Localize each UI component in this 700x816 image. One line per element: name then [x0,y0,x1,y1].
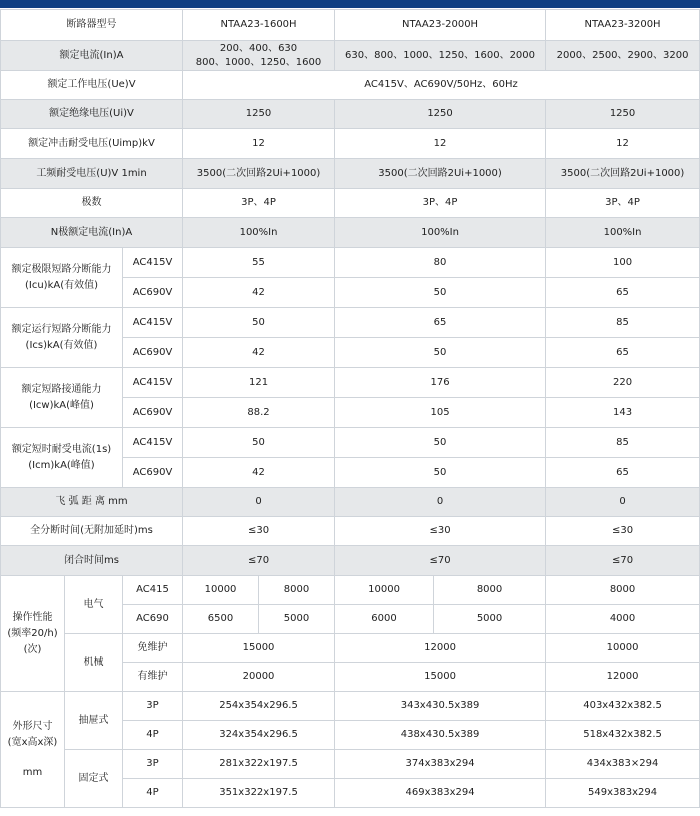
row-dim-d3 [1,692,700,721]
close-time-label: 闭合时间ms [1,546,183,576]
rated-current-3200: 2000、2500、2900、3200 [546,41,700,71]
uimp-2000: 12 [335,129,546,159]
operation-ac690-label: AC690 [123,605,183,634]
operation-label-line2: (频率20/h) [7,627,58,639]
poles-1600: 3P、4P [183,189,335,218]
dim-d3-3200: 403x432x382.5 [546,692,700,721]
row-n-current [1,218,700,248]
dim-d3-1600: 254x354x296.5 [183,692,335,721]
dim-d4-1600: 324x354x296.5 [183,721,335,750]
n-current-2000: 100%In [335,218,546,248]
operation-mechanical-label: 机械 [65,634,123,692]
ue-label: 额定工作电压(Ue)V [1,71,183,100]
row-icm-415 [1,428,700,458]
ui-label: 额定绝缘电压(Ui)V [1,100,183,129]
op-e415-2000-b: 8000 [434,576,546,605]
n-current-3200: 100%In [546,218,700,248]
icu-690-1600: 42 [183,278,335,308]
op-e690-2000-a: 6000 [335,605,434,634]
icu-415-3200: 100 [546,248,700,278]
dims-label-line1: 外形尺寸 [12,720,53,732]
icm-label-line1: 额定短时耐受电流(1s) [11,443,112,455]
row-dim-f3 [1,750,700,779]
ics-415-3200: 85 [546,308,700,338]
row-poles [1,189,700,218]
icm-690-3200: 65 [546,458,700,488]
dims-label [1,692,65,808]
row-ui [1,100,700,129]
n-current-1600: 100%In [183,218,335,248]
icu-415-1600: 55 [183,248,335,278]
icm-label [1,428,123,488]
row-rated-current [1,41,700,71]
ui-1600: 1250 [183,100,335,129]
ics-415-2000: 65 [335,308,546,338]
icw-label-line1: 额定短路接通能力 [21,383,102,395]
dim-f4-2000: 469x383x294 [335,779,546,808]
poles-label: 极数 [1,189,183,218]
u1min-label: 工频耐受电压(U)V 1min [1,159,183,189]
icm-690-2000: 50 [335,458,546,488]
icu-ac690-label: AC690V [123,278,183,308]
operation-label-line1: 操作性能 [12,611,53,623]
ics-690-1600: 42 [183,338,335,368]
close-time-3200: ≤70 [546,546,700,576]
dims-fixed-4p-label: 4P [123,779,183,808]
close-time-2000: ≤70 [335,546,546,576]
op-e415-1600-a: 10000 [183,576,259,605]
op-e690-1600-b: 5000 [259,605,335,634]
row-op-e415 [1,576,700,605]
dims-fixed-label: 固定式 [65,750,123,808]
u1min-2000: 3500(二次回路2Ui+1000) [335,159,546,189]
dims-drawout-3p-label: 3P [123,692,183,721]
dim-f4-1600: 351x322x197.5 [183,779,335,808]
ics-ac415-label: AC415V [123,308,183,338]
arc-3200: 0 [546,488,700,517]
icm-ac690-label: AC690V [123,458,183,488]
arc-2000: 0 [335,488,546,517]
n-current-label: N极额定电流(In)A [1,218,183,248]
close-time-1600: ≤70 [183,546,335,576]
poles-3200: 3P、4P [546,189,700,218]
ics-690-2000: 50 [335,338,546,368]
operation-electrical-label: 电气 [65,576,123,634]
u1min-3200: 3500(二次回路2Ui+1000) [546,159,700,189]
ue-value: AC415V、AC690V/50Hz、60Hz [183,71,700,100]
op-maint-3200: 12000 [546,663,700,692]
model-1600: NTAA23-1600H [183,10,335,41]
ics-415-1600: 50 [183,308,335,338]
op-e415-2000-a: 10000 [335,576,434,605]
top-accent-bar [0,0,700,8]
dims-label-line3: mm [22,766,43,778]
op-e690-2000-b: 5000 [434,605,546,634]
operation-ac415-label: AC415 [123,576,183,605]
icw-ac690-label: AC690V [123,398,183,428]
dim-d3-2000: 343x430.5x389 [335,692,546,721]
ics-label-line1: 额定运行短路分断能力 [11,323,112,335]
break-time-2000: ≤30 [335,517,546,546]
icw-label-line2: (Icw)kA(峰值) [29,399,94,411]
break-time-label: 全分断时间(无附加延时)ms [1,517,183,546]
op-free-2000: 12000 [335,634,546,663]
ics-690-3200: 65 [546,338,700,368]
op-free-3200: 10000 [546,634,700,663]
uimp-1600: 12 [183,129,335,159]
op-e690-1600-a: 6500 [183,605,259,634]
row-uimp [1,129,700,159]
row-ue [1,71,700,100]
rated-current-1600-line2: 800、1000、1250、1600 [195,56,322,68]
spec-table [0,9,700,808]
operation-maint-label: 有维护 [123,663,183,692]
icw-415-1600: 121 [183,368,335,398]
dims-fixed-3p-label: 3P [123,750,183,779]
ui-2000: 1250 [335,100,546,129]
ui-3200: 1250 [546,100,700,129]
arc-1600: 0 [183,488,335,517]
operation-label [1,576,65,692]
icm-415-2000: 50 [335,428,546,458]
row-close-time [1,546,700,576]
row-arc [1,488,700,517]
icw-415-2000: 176 [335,368,546,398]
dim-f3-3200: 434x383×294 [546,750,700,779]
row-icw-415 [1,368,700,398]
ics-ac690-label: AC690V [123,338,183,368]
break-time-1600: ≤30 [183,517,335,546]
icw-690-1600: 88.2 [183,398,335,428]
row-op-free [1,634,700,663]
icw-label [1,368,123,428]
icw-415-3200: 220 [546,368,700,398]
icu-690-3200: 65 [546,278,700,308]
model-3200: NTAA23-3200H [546,10,700,41]
icm-690-1600: 42 [183,458,335,488]
icm-label-line2: (Icm)kA(峰值) [28,459,95,471]
op-e415-1600-b: 8000 [259,576,335,605]
row-model [1,10,700,41]
icu-ac415-label: AC415V [123,248,183,278]
row-break-time [1,517,700,546]
icu-label-line2: (Icu)kA(有效值) [24,279,99,291]
icm-415-1600: 50 [183,428,335,458]
header-label: 断路器型号 [1,10,183,41]
icw-690-3200: 143 [546,398,700,428]
row-icu-415 [1,248,700,278]
dim-d4-2000: 438x430.5x389 [335,721,546,750]
op-e690-3200: 4000 [546,605,700,634]
op-e415-3200: 8000 [546,576,700,605]
dim-f3-1600: 281x322x197.5 [183,750,335,779]
rated-current-1600-line1: 200、400、630 [219,42,298,54]
rated-current-2000: 630、800、1000、1250、1600、2000 [335,41,546,71]
dims-label-line2: (宽x高x深) [7,736,58,748]
dims-drawout-label: 抽屉式 [65,692,123,750]
icw-ac415-label: AC415V [123,368,183,398]
ics-label-line2: (Ics)kA(有效值) [25,339,98,351]
uimp-3200: 12 [546,129,700,159]
dim-f4-3200: 549x383x294 [546,779,700,808]
dims-drawout-4p-label: 4P [123,721,183,750]
arc-label: 飞 弧 距 离 mm [1,488,183,517]
icu-690-2000: 50 [335,278,546,308]
op-maint-2000: 15000 [335,663,546,692]
poles-2000: 3P、4P [335,189,546,218]
operation-label-line3: (次) [23,643,42,655]
row-u1min [1,159,700,189]
u1min-1600: 3500(二次回路2Ui+1000) [183,159,335,189]
icu-label-line1: 额定极限短路分断能力 [11,263,112,275]
ics-label [1,308,123,368]
uimp-label: 额定冲击耐受电压(Uimp)kV [1,129,183,159]
rated-current-1600 [183,41,335,71]
dim-f3-2000: 374x383x294 [335,750,546,779]
op-free-1600: 15000 [183,634,335,663]
icm-ac415-label: AC415V [123,428,183,458]
op-maint-1600: 20000 [183,663,335,692]
dim-d4-3200: 518x432x382.5 [546,721,700,750]
rated-current-label: 额定电流(In)A [1,41,183,71]
operation-free-label: 免维护 [123,634,183,663]
row-ics-415 [1,308,700,338]
icu-label [1,248,123,308]
model-2000: NTAA23-2000H [335,10,546,41]
break-time-3200: ≤30 [546,517,700,546]
icm-415-3200: 85 [546,428,700,458]
icw-690-2000: 105 [335,398,546,428]
icu-415-2000: 80 [335,248,546,278]
